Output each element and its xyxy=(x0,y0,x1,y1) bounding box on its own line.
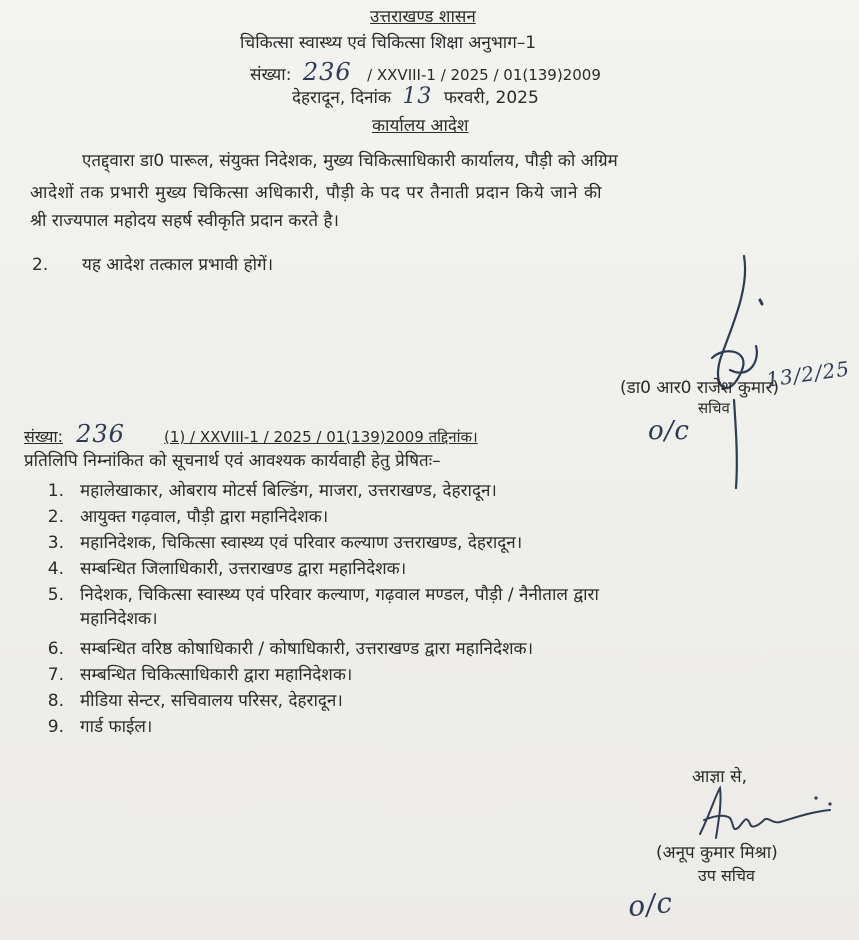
item-text: सम्बन्धित जिलाधिकारी, उत्तराखण्ड द्वारा महानिदेशक। xyxy=(80,559,407,579)
item-text: सम्बन्धित चिकित्साधिकारी द्वारा महानिदेशक। xyxy=(80,665,353,685)
para1-line2: आदेशों तक प्रभारी मुख्य चिकित्सा अधिकारी, पौड़ी के पद पर तैनाती प्रदान किये जाने की xyxy=(30,183,603,203)
date-rest: फरवरी, 2025 xyxy=(443,88,539,108)
para2-number: 2. xyxy=(32,255,49,275)
number-label: संख्या: xyxy=(250,65,292,85)
item-text: निदेशक, चिकित्सा स्वास्थ्य एवं परिवार कल्याण, गढ़वाल मण्डल, पौड़ी / नैनीताल द्वारा xyxy=(80,585,599,605)
list-item xyxy=(30,688,343,711)
list-item xyxy=(30,556,406,579)
item-text: गार्ड फाईल। xyxy=(80,717,153,737)
list-item xyxy=(30,662,352,685)
item-number: 3. xyxy=(47,533,64,553)
list-item-continuation: महानिदेशक। xyxy=(80,609,158,629)
item-number: 6. xyxy=(47,639,64,659)
para1-line3: श्री राज्यपाल महोदय सहर्ष स्वीकृति प्रदान करते है। xyxy=(30,211,339,231)
item-number: 4. xyxy=(47,559,64,579)
item-text: आयुक्त गढ़वाल, पौड़ी द्वारा महानिदेशक। xyxy=(80,507,329,527)
item-number: 2. xyxy=(47,507,64,527)
date-day-handwritten: 13 xyxy=(402,84,433,109)
copy-number xyxy=(24,420,478,448)
number-handwritten: 236 xyxy=(302,58,352,86)
copy-number-ref: (1) / XXVIII-1 / 2025 / 01(139)2009 तद्दिनांक। xyxy=(164,428,478,446)
item-number: 9. xyxy=(47,717,64,737)
item-text: महानिदेशक, चिकित्सा स्वास्थ्य एवं परिवार कल्याण उत्तराखण्ड, देहरादून। xyxy=(80,533,523,553)
item-number: 8. xyxy=(47,691,64,711)
deputy-secretary-name: (अनूप कुमार मिश्रा) xyxy=(656,843,778,863)
copy-number-handwritten: 236 xyxy=(76,420,125,448)
list-item xyxy=(30,582,599,605)
govt-heading: उत्तराखण्ड शासन xyxy=(370,7,476,27)
secretary-hand-note: o/c xyxy=(648,416,690,446)
deputy-secretary-hand-note: o/c xyxy=(626,885,675,924)
deputy-secretary-designation: उप सचिव xyxy=(698,866,755,885)
secretary-hand-date: 13/2/25 xyxy=(764,356,852,392)
document-title: कार्यालय आदेश xyxy=(372,116,469,136)
item-text: सम्बन्धित वरिष्ठ कोषाधिकारी / कोषाधिकारी, उत्तराखण्ड द्वारा महानिदेशक। xyxy=(80,639,534,659)
copy-intro: प्रतिलिपि निम्नांकित को सूचनार्थ एवं आवश्यक कार्यवाही हेतु प्रेषितः– xyxy=(24,451,441,471)
place-date-prefix: देहरादून, दिनांक xyxy=(292,88,392,108)
item-number: 1. xyxy=(47,481,64,501)
list-item xyxy=(30,530,522,553)
item-text: महालेखाकार, ओबराय मोटर्स बिल्डिंग, माजरा, उत्तराखण्ड, देहरादून। xyxy=(80,481,497,501)
list-item xyxy=(30,504,328,527)
secretary-name: (डा0 आर0 राजेश कुमार) xyxy=(620,378,780,398)
list-item xyxy=(30,714,152,737)
para2-text: यह आदेश तत्काल प्रभावी होगें। xyxy=(82,255,274,275)
item-text: मीडिया सेन्टर, सचिवालय परिसर, देहरादून। xyxy=(80,691,343,711)
by-order: आज्ञा से, xyxy=(692,767,747,787)
department-heading: चिकित्सा स्वास्थ्य एवं चिकित्सा शिक्षा अनुभाग–1 xyxy=(240,33,537,53)
para1-line1: एतद्द्वारा डा0 पारूल, संयुक्त निदेशक, मुख्य चिकित्साधिकारी कार्यालय, पौड़ी को अग्रिम xyxy=(82,151,618,171)
secretary-designation: सचिव xyxy=(698,399,730,417)
item-number: 7. xyxy=(47,665,64,685)
order-number xyxy=(250,58,601,86)
item-number: 5. xyxy=(47,585,64,605)
number-ref: / XXVIII-1 / 2025 / 01(139)2009 xyxy=(367,66,601,84)
place-date xyxy=(292,84,539,109)
deputy-secretary-signature xyxy=(690,784,840,844)
copy-number-label: संख्या: xyxy=(24,427,63,446)
list-item xyxy=(30,478,497,501)
list-item xyxy=(30,636,533,659)
